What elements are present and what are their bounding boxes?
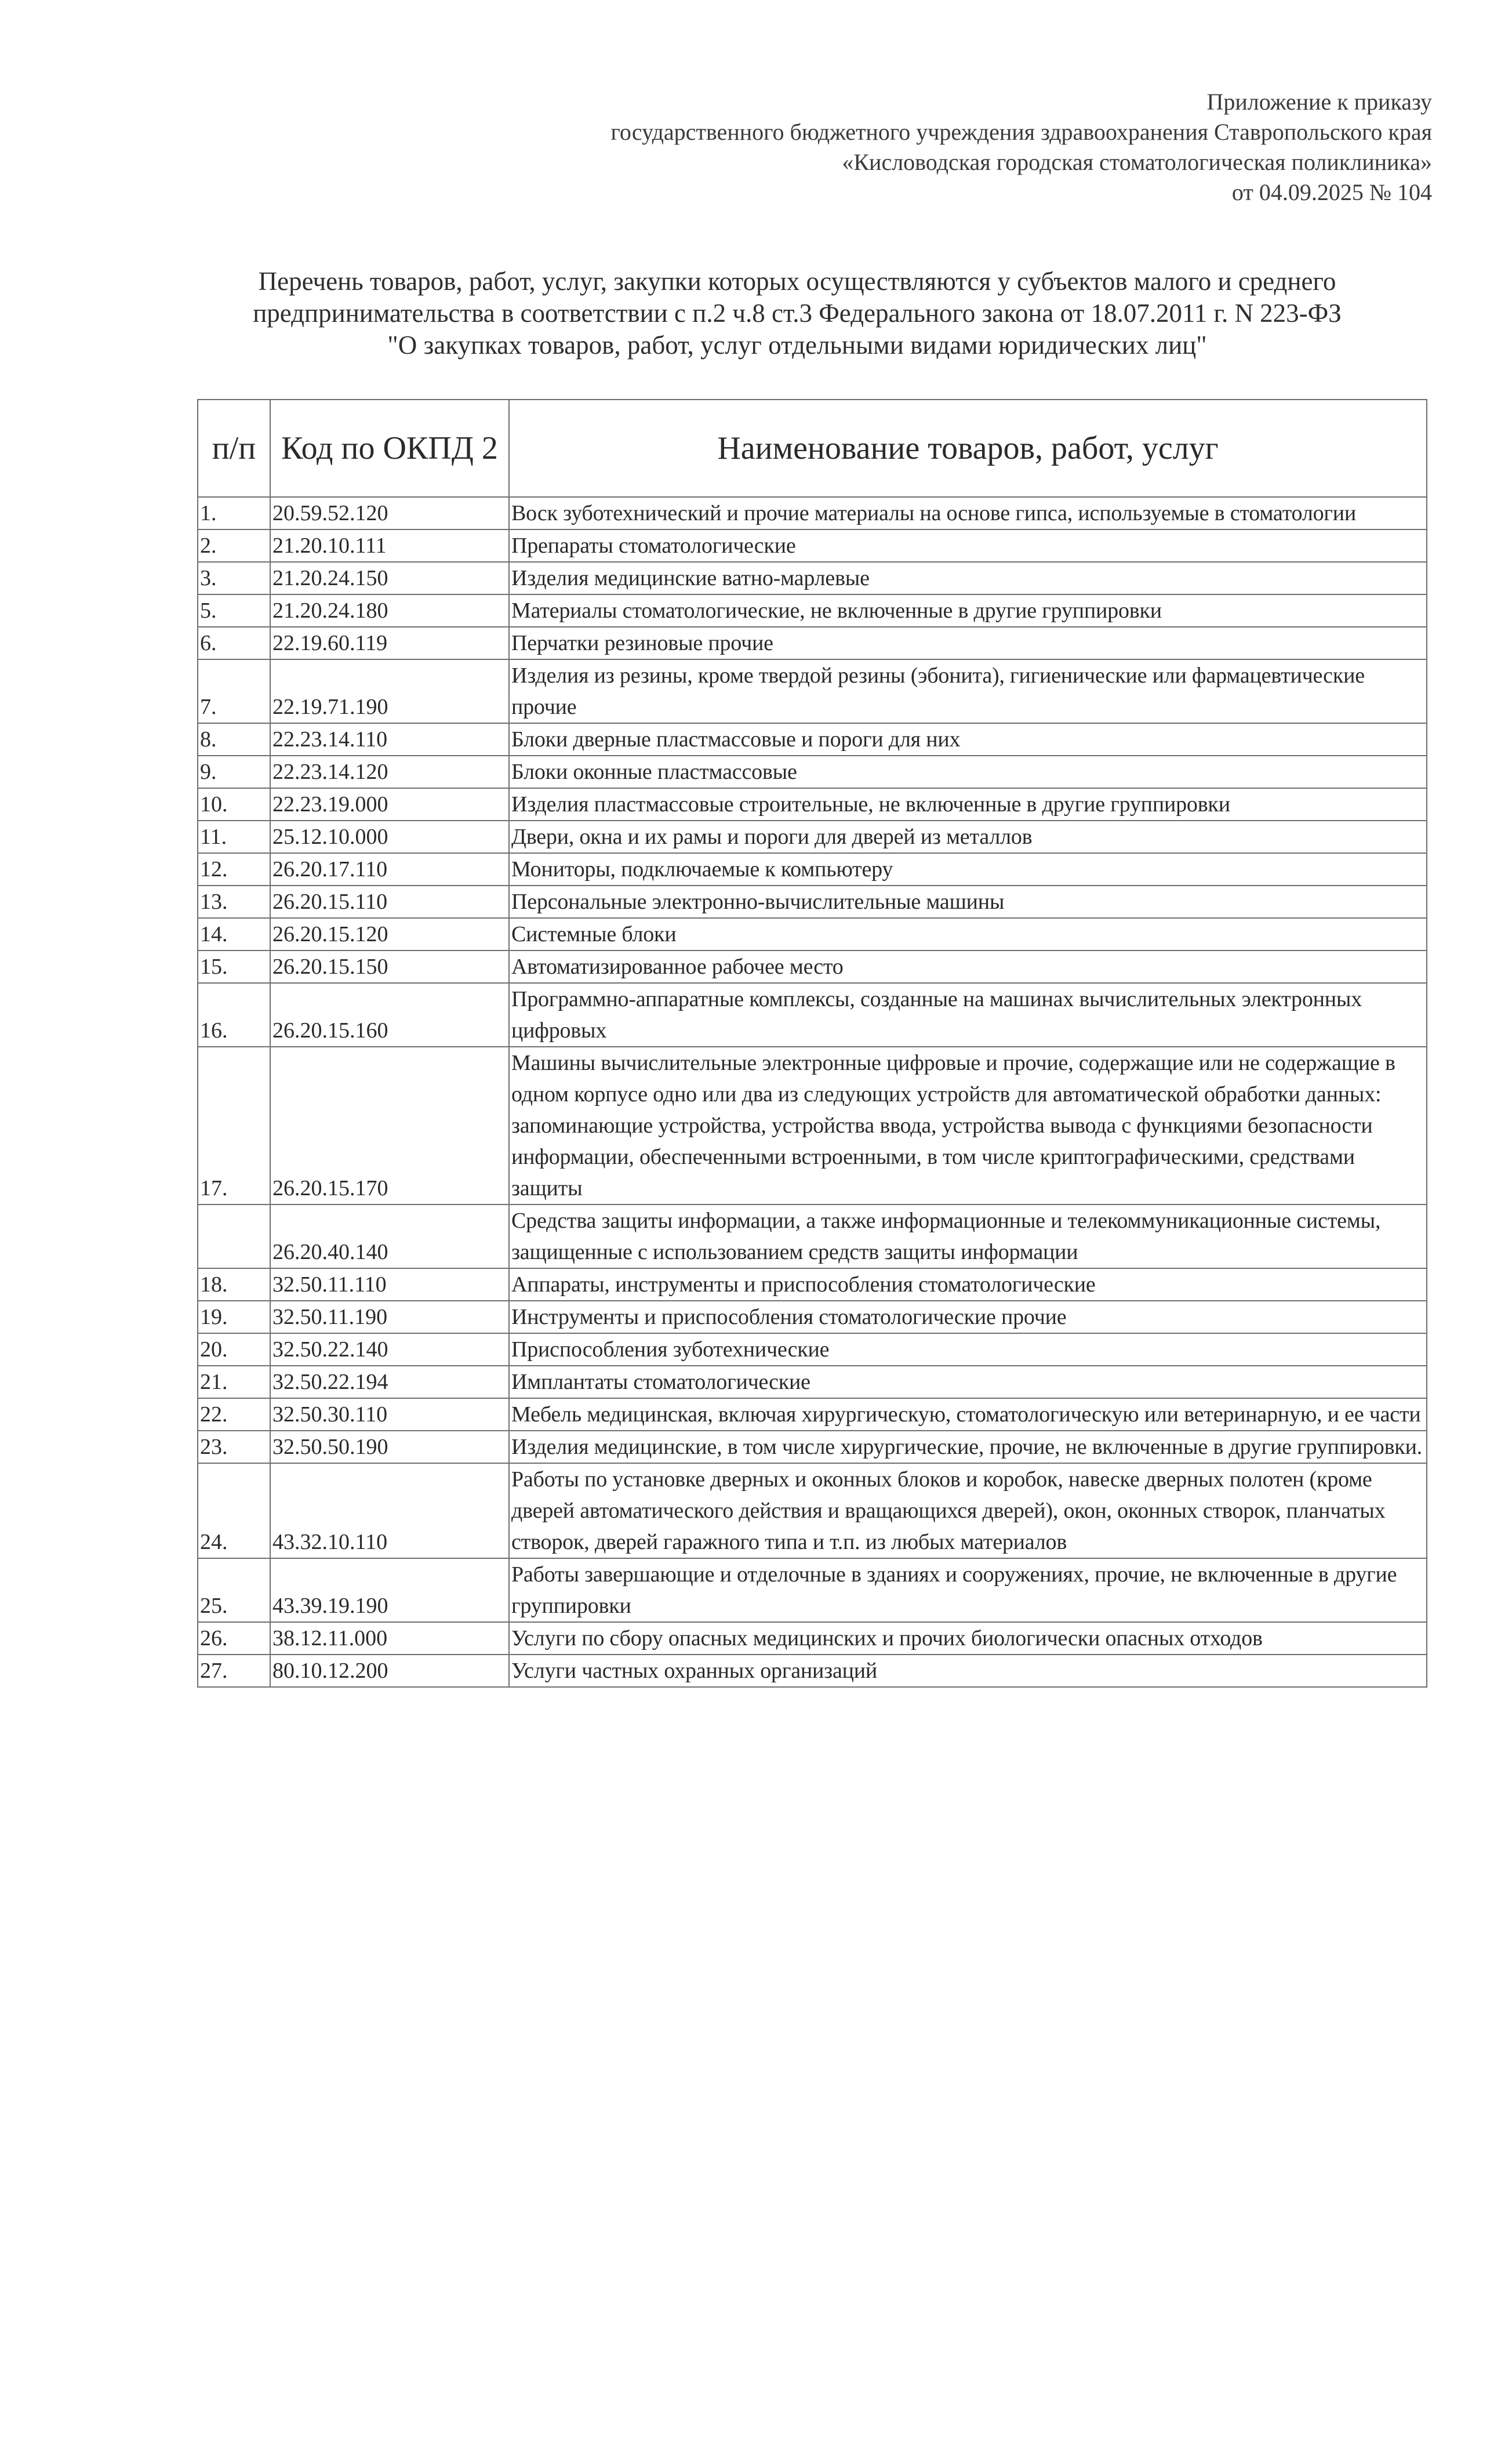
row-number: 17. bbox=[198, 1047, 270, 1205]
row-number: 13. bbox=[198, 886, 270, 918]
item-name: Изделия из резины, кроме твердой резины (эбонита), гигиенические или фармацевтические прочие bbox=[509, 659, 1427, 723]
okpd-code: 25.12.10.000 bbox=[270, 821, 509, 853]
item-name: Имплантаты стоматологические bbox=[509, 1366, 1427, 1398]
row-number: 26. bbox=[198, 1622, 270, 1655]
row-number: 23. bbox=[198, 1431, 270, 1463]
appendix-line-2: государственного бюджетного учреждения здравоохранения Ставропольского края bbox=[610, 119, 1432, 145]
okpd-code: 32.50.22.140 bbox=[270, 1333, 509, 1366]
table-row bbox=[198, 1431, 1427, 1463]
row-number: 3. bbox=[198, 562, 270, 594]
okpd-code: 80.10.12.200 bbox=[270, 1655, 509, 1687]
row-number: 22. bbox=[198, 1398, 270, 1431]
item-name: Изделия медицинские ватно-марлевые bbox=[509, 562, 1427, 594]
row-number: 27. bbox=[198, 1655, 270, 1687]
table-row bbox=[198, 1558, 1427, 1622]
row-number: 12. bbox=[198, 853, 270, 886]
item-name: Материалы стоматологические, не включенные в другие группировки bbox=[509, 594, 1427, 627]
appendix-header bbox=[610, 87, 1432, 208]
appendix-line-1: Приложение к приказу bbox=[1206, 89, 1432, 115]
row-number: 11. bbox=[198, 821, 270, 853]
item-name: Изделия пластмассовые строительные, не включенные в другие группировки bbox=[509, 788, 1427, 821]
appendix-line-4: от 04.09.2025 № 104 bbox=[1231, 179, 1432, 205]
title-line-3: "О закупках товаров, работ, услуг отдельными видами юридических лиц" bbox=[387, 331, 1207, 360]
header-code: Код по ОКПД 2 bbox=[270, 400, 509, 497]
okpd-code: 26.20.15.160 bbox=[270, 983, 509, 1047]
table-row bbox=[198, 788, 1427, 821]
row-number: 19. bbox=[198, 1301, 270, 1333]
table-row bbox=[198, 886, 1427, 918]
table-row bbox=[198, 1047, 1427, 1205]
table-row bbox=[198, 659, 1427, 723]
row-number: 18. bbox=[198, 1268, 270, 1301]
item-name: Мониторы, подключаемые к компьютеру bbox=[509, 853, 1427, 886]
okpd-code: 43.32.10.110 bbox=[270, 1463, 509, 1558]
header-name: Наименование товаров, работ, услуг bbox=[509, 400, 1427, 497]
header-num: п/п bbox=[198, 400, 270, 497]
row-number: 2. bbox=[198, 529, 270, 562]
okpd-code: 32.50.11.110 bbox=[270, 1268, 509, 1301]
item-name: Двери, окна и их рамы и пороги для дверей из металлов bbox=[509, 821, 1427, 853]
okpd-code: 26.20.40.140 bbox=[270, 1205, 509, 1268]
table-row bbox=[198, 1301, 1427, 1333]
row-number: 15. bbox=[198, 951, 270, 983]
table-row bbox=[198, 562, 1427, 594]
row-number: 20. bbox=[198, 1333, 270, 1366]
row-number: 8. bbox=[198, 723, 270, 756]
item-name: Услуги частных охранных организаций bbox=[509, 1655, 1427, 1687]
okpd-code: 43.39.19.190 bbox=[270, 1558, 509, 1622]
item-name: Мебель медицинская, включая хирургическую, стоматологическую или ветеринарную, и ее части bbox=[509, 1398, 1427, 1431]
table-row bbox=[198, 1268, 1427, 1301]
table-row bbox=[198, 1333, 1427, 1366]
table-row bbox=[198, 983, 1427, 1047]
table-row bbox=[198, 1398, 1427, 1431]
document-title bbox=[174, 266, 1420, 361]
table-row bbox=[198, 1622, 1427, 1655]
row-number: 14. bbox=[198, 918, 270, 951]
item-name: Аппараты, инструменты и приспособления стоматологические bbox=[509, 1268, 1427, 1301]
item-name: Перчатки резиновые прочие bbox=[509, 627, 1427, 659]
okpd-code: 32.50.22.194 bbox=[270, 1366, 509, 1398]
okpd-code: 26.20.15.110 bbox=[270, 886, 509, 918]
item-name: Средства защиты информации, а также информационные и телекоммуникационные системы, защищенные с использованием средств защиты информации bbox=[509, 1205, 1427, 1268]
row-number: 16. bbox=[198, 983, 270, 1047]
okpd-code: 26.20.15.120 bbox=[270, 918, 509, 951]
table-row bbox=[198, 756, 1427, 788]
okpd-code: 21.20.24.180 bbox=[270, 594, 509, 627]
appendix-line-3: «Кисловодская городская стоматологическая поликлиника» bbox=[842, 149, 1432, 175]
item-name: Услуги по сбору опасных медицинских и прочих биологически опасных отходов bbox=[509, 1622, 1427, 1655]
item-name: Изделия медицинские, в том числе хирургические, прочие, не включенные в другие группировки. bbox=[509, 1431, 1427, 1463]
okpd-code: 20.59.52.120 bbox=[270, 497, 509, 529]
table-body bbox=[198, 497, 1427, 1687]
table-row bbox=[198, 951, 1427, 983]
table-row bbox=[198, 918, 1427, 951]
row-number: 1. bbox=[198, 497, 270, 529]
table-row bbox=[198, 821, 1427, 853]
row-number: 5. bbox=[198, 594, 270, 627]
title-line-2: предпринимательства в соответствии с п.2 ч.8 ст.3 Федерального закона от 18.07.2011 г. N 223-ФЗ bbox=[253, 299, 1342, 328]
table-row bbox=[198, 1655, 1427, 1687]
title-line-1: Перечень товаров, работ, услуг, закупки которых осуществляются у субъектов малого и среднего bbox=[258, 267, 1336, 296]
item-name: Персональные электронно-вычислительные машины bbox=[509, 886, 1427, 918]
okpd-code: 21.20.10.111 bbox=[270, 529, 509, 562]
okpd-code: 32.50.11.190 bbox=[270, 1301, 509, 1333]
item-name: Блоки оконные пластмассовые bbox=[509, 756, 1427, 788]
row-number: 10. bbox=[198, 788, 270, 821]
item-name: Приспособления зуботехнические bbox=[509, 1333, 1427, 1366]
table-row bbox=[198, 723, 1427, 756]
item-name: Работы завершающие и отделочные в зданиях и сооружениях, прочие, не включенные в другие группировки bbox=[509, 1558, 1427, 1622]
okpd-code: 26.20.15.170 bbox=[270, 1047, 509, 1205]
item-name: Работы по установке дверных и оконных блоков и коробок, навеске дверных полотен (кроме дверей автоматического действия и вращающихся дверей), окон, оконных створок, планчатых створок, дверей гаражного типа и т.п. из любых материалов bbox=[509, 1463, 1427, 1558]
table-header-row bbox=[198, 400, 1427, 497]
row-number: 9. bbox=[198, 756, 270, 788]
row-number: 7. bbox=[198, 659, 270, 723]
okpd-code: 22.23.14.120 bbox=[270, 756, 509, 788]
row-number bbox=[198, 1205, 270, 1268]
okpd-code: 22.19.60.119 bbox=[270, 627, 509, 659]
item-name: Инструменты и приспособления стоматологические прочие bbox=[509, 1301, 1427, 1333]
table-row bbox=[198, 853, 1427, 886]
item-name: Препараты стоматологические bbox=[509, 529, 1427, 562]
row-number: 24. bbox=[198, 1463, 270, 1558]
table-row bbox=[198, 529, 1427, 562]
item-name: Блоки дверные пластмассовые и пороги для них bbox=[509, 723, 1427, 756]
okpd-code: 26.20.15.150 bbox=[270, 951, 509, 983]
table-row bbox=[198, 1463, 1427, 1558]
item-name: Автоматизированное рабочее место bbox=[509, 951, 1427, 983]
row-number: 6. bbox=[198, 627, 270, 659]
okpd-code: 22.23.19.000 bbox=[270, 788, 509, 821]
okpd-code: 22.19.71.190 bbox=[270, 659, 509, 723]
table-row bbox=[198, 594, 1427, 627]
item-name: Машины вычислительные электронные цифровые и прочие, содержащие или не содержащие в одном корпусе одно или два из следующих устройств для автоматической обработки данных: запоминающие устройства, устройства ввода, устройства вывода с функциями безопасности информации, обеспеченными встроенными, в том числе криптографическими, средствами защиты bbox=[509, 1047, 1427, 1205]
table-row bbox=[198, 1205, 1427, 1268]
table-row bbox=[198, 1366, 1427, 1398]
okpd-code: 32.50.50.190 bbox=[270, 1431, 509, 1463]
item-name: Программно-аппаратные комплексы, созданные на машинах вычислительных электронных цифровых bbox=[509, 983, 1427, 1047]
row-number: 25. bbox=[198, 1558, 270, 1622]
table-row bbox=[198, 497, 1427, 529]
okpd-code: 21.20.24.150 bbox=[270, 562, 509, 594]
table-row bbox=[198, 627, 1427, 659]
row-number: 21. bbox=[198, 1366, 270, 1398]
procurement-table bbox=[197, 399, 1427, 1688]
okpd-code: 38.12.11.000 bbox=[270, 1622, 509, 1655]
item-name: Системные блоки bbox=[509, 918, 1427, 951]
okpd-code: 22.23.14.110 bbox=[270, 723, 509, 756]
okpd-code: 26.20.17.110 bbox=[270, 853, 509, 886]
item-name: Воск зуботехнический и прочие материалы на основе гипса, используемые в стоматологии bbox=[509, 497, 1427, 529]
okpd-code: 32.50.30.110 bbox=[270, 1398, 509, 1431]
